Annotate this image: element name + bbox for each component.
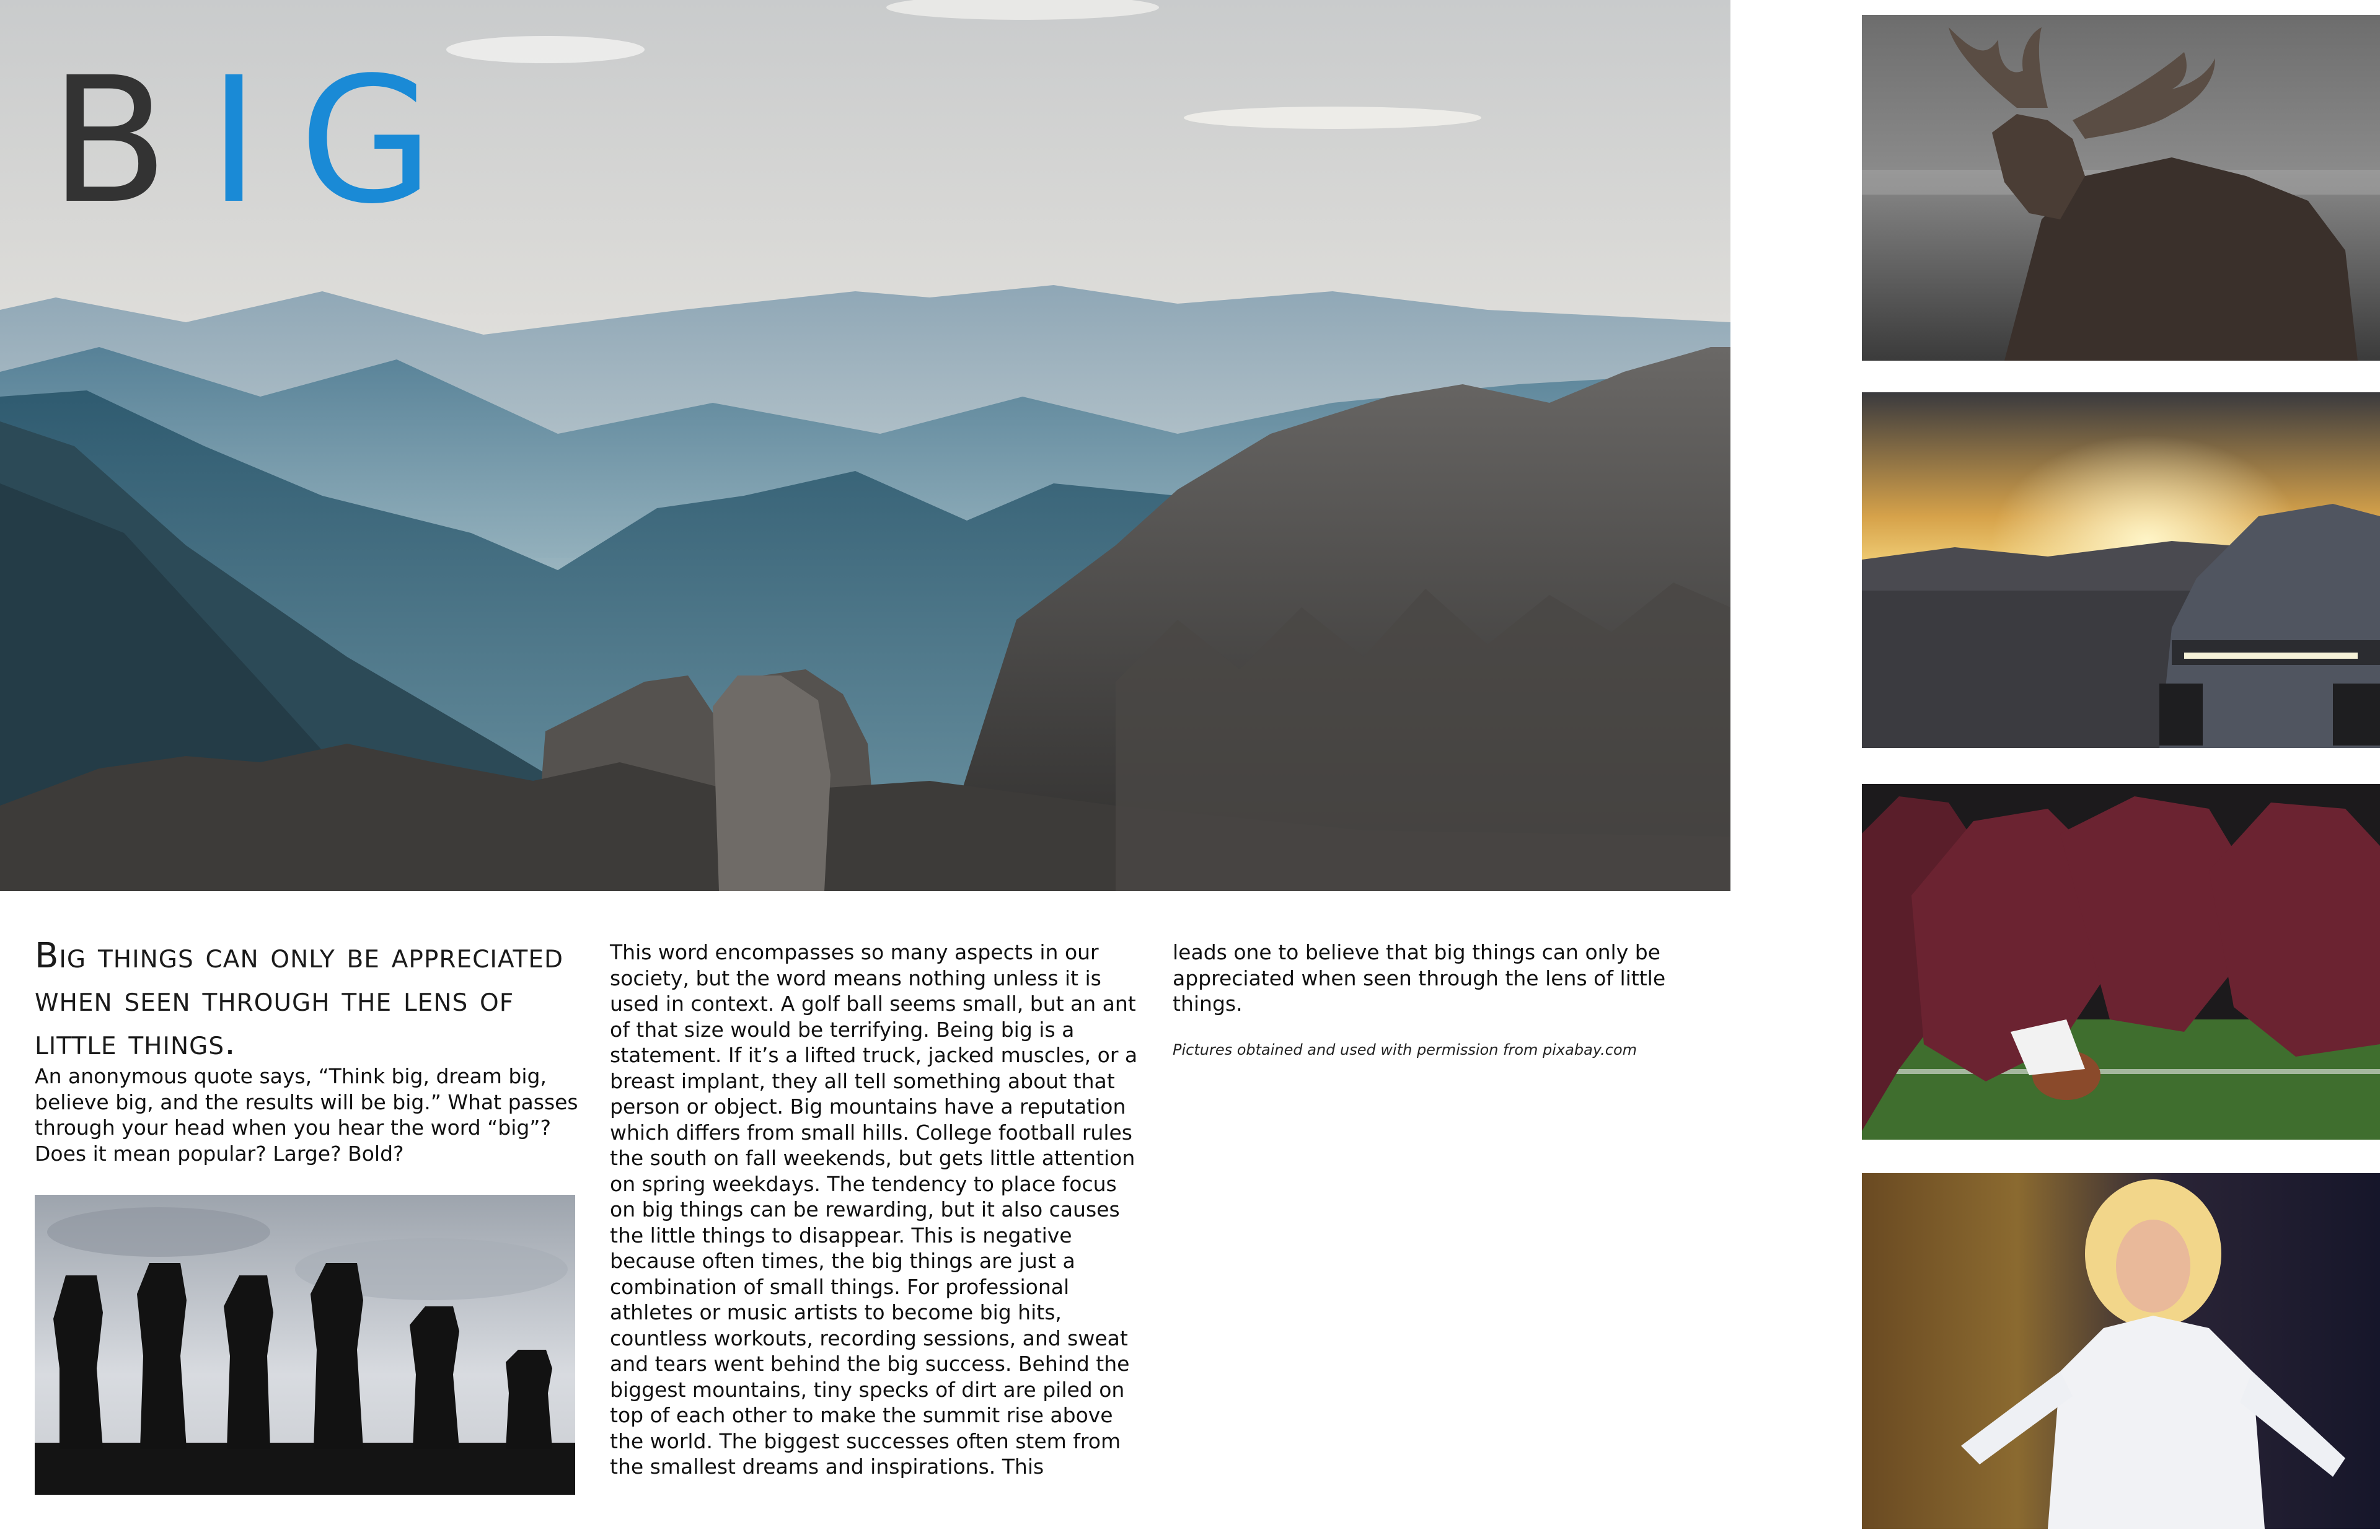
statues-photo [35, 1195, 575, 1495]
moose-photo [1862, 15, 2380, 361]
intro-paragraph: An anonymous quote says, “Think big, dream big, believe big, and the results will be big.” What passes through your head when you hear the word “big”? Does it mean popular? Large? Bold? [35, 1064, 578, 1166]
body-column-3: leads one to believe that big things can only be appreciated when seen through the lens of little things. [1173, 940, 1666, 1016]
page-title [50, 40, 474, 242]
title-letter-g: G [299, 40, 474, 242]
title-letter-b: B [50, 40, 209, 242]
football-photo [1862, 784, 2380, 1140]
title-letter-i: I [208, 40, 299, 242]
body-column-2: This word encompasses so many aspects in our society, but the word means nothing unless it is used in context. A golf ball seems small, but an ant of that size would be terrifying. Being big is a statement. If it’s a lifted truck, jacked muscles, or a breast implant, they all tell something about that person or object. Big mountains have a reputation which differs from small hills. College football rules the south on fall weekends, but gets little attention on spring weekdays. The tendency to place focus on big things can be rewarding, but it also causes the little things to disappear. This is negative because often times, the big things are just a combination of small things. For professional athletes or music artists to become big hits, countless workouts, recording sessions, and sweat and tears went behind the big success. Behind the biggest mountains, tiny specks of dirt are piled on top of each other to make the summit rise above the world. The biggest successes often stem from the smallest dreams and inspirations. This [610, 940, 1138, 1479]
article-headline: Big things can only be appreciated when seen through the lens of little things. [35, 936, 564, 1063]
photo-credit: Pictures obtained and used with permission from pixabay.com [1173, 1041, 1637, 1058]
singer-photo [1862, 1173, 2380, 1529]
truck-photo [1862, 392, 2380, 748]
